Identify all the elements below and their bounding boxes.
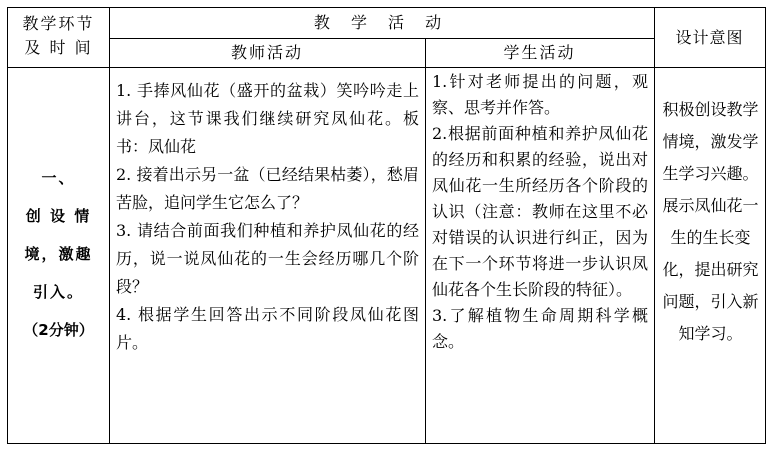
student-activity-1: 1.针对老师提出的问题，观察、思考并作答。 — [432, 72, 648, 117]
stage-duration: （2分钟） — [23, 321, 94, 339]
header-activities: 教 学 活 动 — [313, 13, 450, 32]
teacher-activity-3: 3. 请结合前面我们种植和养护凤仙花的经历，说一说凤仙花的一生会经历哪几个阶段？ — [116, 221, 419, 296]
student-activity-3: 3.了解植物生命周期科学概念。 — [432, 306, 648, 351]
student-activities-cell — [425, 67, 654, 443]
header-stage-time — [8, 8, 109, 67]
teacher-activity-1: 1. 手捧风仙花（盛开的盆栽）笑吟吟走上讲台，这节课我们继续研究凤仙花。板书：凤仙花 — [116, 81, 419, 156]
student-activity-2: 2.根据前面种植和养护凤仙花的经历和积累的经验，说出对凤仙花一生所经历各个阶段的认识（注意：教师在这里不必对错误的认识进行纠正，因为在下一个环节将进一步认识凤仙花各个生长阶段的特征）。 — [432, 124, 648, 299]
design-intent-cell — [654, 67, 765, 443]
design-intent-text: 积极创设教学情境，激发学生学习兴趣。展示凤仙花一生的生长变化，提出研究问题，引入新知学习。 — [662, 100, 759, 343]
header-student: 学生活动 — [503, 43, 576, 62]
header-teacher: 教师活动 — [230, 43, 303, 62]
header-stage-line-2: 及 时 间 — [24, 38, 93, 57]
teacher-activity-2: 2. 接着出示另一盆（已经结果枯萎），愁眉苦脸，追问学生它怎么了？ — [116, 165, 419, 212]
lesson-plan-table — [7, 7, 766, 444]
stage-title-line-3: 引入。 — [32, 283, 84, 301]
stage-cell — [8, 67, 109, 443]
header-stage-line-1: 教学环节 — [22, 14, 95, 33]
stage-number: 一、 — [41, 169, 76, 187]
teacher-activities-cell — [109, 67, 425, 443]
teacher-activity-4: 4. 根据学生回答出示不同阶段凤仙花图片。 — [116, 305, 419, 352]
stage-title-line-1: 创 设 情 — [25, 207, 92, 225]
stage-title-line-2: 境，激趣 — [24, 245, 93, 263]
header-intent: 设计意图 — [675, 28, 744, 47]
